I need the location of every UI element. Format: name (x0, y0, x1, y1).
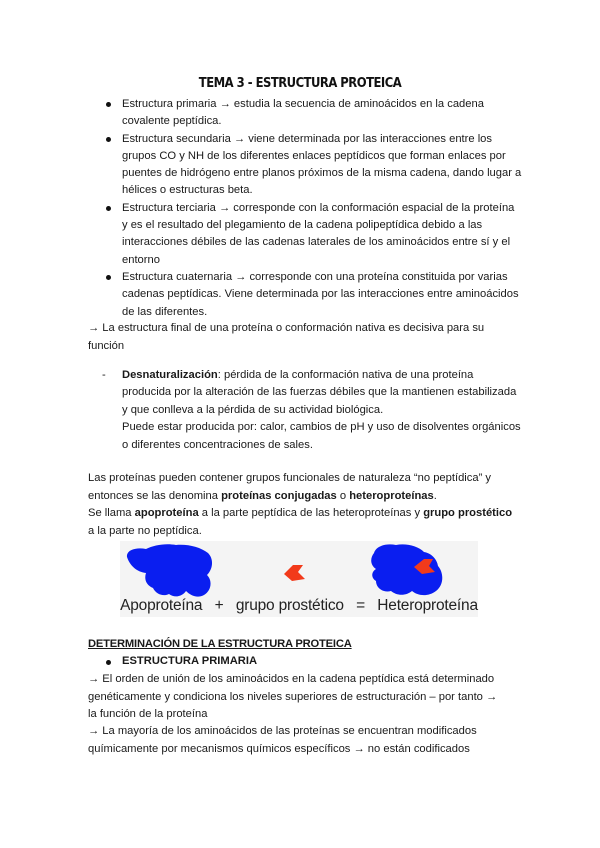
apoprotein-text-mid: a la parte peptídica de las heteroproteínas y (198, 507, 424, 519)
conjugated-text-mid: o (336, 489, 350, 502)
denaturation-term: Desnaturalización (122, 369, 218, 381)
dash-bullet: - (102, 369, 106, 381)
denaturation-causes: Puede estar producida por: calor, cambios de pH y uso de disolventes orgánicos o diferentes concentraciones de sales. (122, 421, 521, 451)
conjugated-proteins-paragraph (88, 470, 508, 505)
determination-title: DETERMINACIÓN DE LA ESTRUCTURA PROTEICA (88, 638, 352, 650)
page-title: TEMA 3 - ESTRUCTURA PROTEICA (198, 75, 402, 91)
determination-line-2: → La mayoría de los aminoácidos de las proteínas se encuentran modificados químicamente por mecanismos químicos específicos → no están codificados (88, 725, 477, 755)
apoprotein-paragraph (88, 505, 513, 540)
denaturation-block (122, 367, 522, 454)
bullet-quaternary-structure: Estructura cuaternaria → corresponde con una proteína constituida por varias cadenas peptídicas. Viene determinada por las interacciones entre aminoácidos de las diferentes. (122, 269, 522, 321)
determination-line-1: → El orden de unión de los aminoácidos en la cadena peptídica está determinado genéticamente y condiciona los niveles superiores de estructuración – por tanto → la función de la proteína (88, 673, 498, 720)
heteroprotein-term: heteroproteínas (349, 489, 434, 502)
prosthetic-group-term: grupo prostético (423, 507, 513, 519)
bullet-primary-structure: Estructura primaria → estudia la secuencia de aminoácidos en la cadena covalente peptídica. (122, 96, 522, 131)
denaturation-text: : pérdida de la conformación nativa de una proteína producida por la alteración de las fuerzas débiles que la mantienen estabilizada y que conlleva a la pérdida de su actividad biológica. (122, 369, 517, 416)
conjugated-text-pre: Las proteínas pueden contener grupos funcionales de naturaleza “no peptídica” y entonces se las denomina (88, 472, 492, 502)
apoprotein-term: apoproteína (134, 507, 199, 519)
conjugated-text-post: . (433, 489, 437, 502)
conjugated-term: proteínas conjugadas (221, 489, 337, 502)
bullet-secondary-structure: Estructura secundaria → viene determinada por las interacciones entre los grupos CO y NH de los diferentes enlaces peptídicos que forman enlaces por puentes de hidrógeno entre planos próximos de la misma cadena, dando lugar a hélices o estructuras beta. (122, 131, 522, 200)
bullet-tertiary-structure: Estructura terciaria → corresponde con la conformación espacial de la proteína y es el resultado del plegamiento de la cadena polipeptídica debido a las interacciones débiles de las cadenas laterales de los aminoácidos entre sí y el entorno (122, 200, 522, 269)
prosthetic-group-shape (284, 565, 305, 581)
heteroprotein-diagram (120, 541, 478, 617)
apoprotein-text-post: a la parte no peptídica. (88, 524, 202, 537)
bullet-dot (106, 660, 111, 665)
primary-structure-heading: ESTRUCTURA PRIMARIA (122, 655, 258, 667)
final-structure-note: → La estructura final de una proteína o conformación nativa es decisiva para su función (88, 322, 485, 352)
structure-levels-list (122, 96, 522, 321)
denaturation-definition (122, 367, 522, 419)
apoprotein-shape (127, 544, 212, 596)
apoprotein-text-pre: Se llama (88, 507, 135, 519)
diagram-label: Apoproteína + grupo prostético = Heteroproteína (120, 597, 478, 614)
